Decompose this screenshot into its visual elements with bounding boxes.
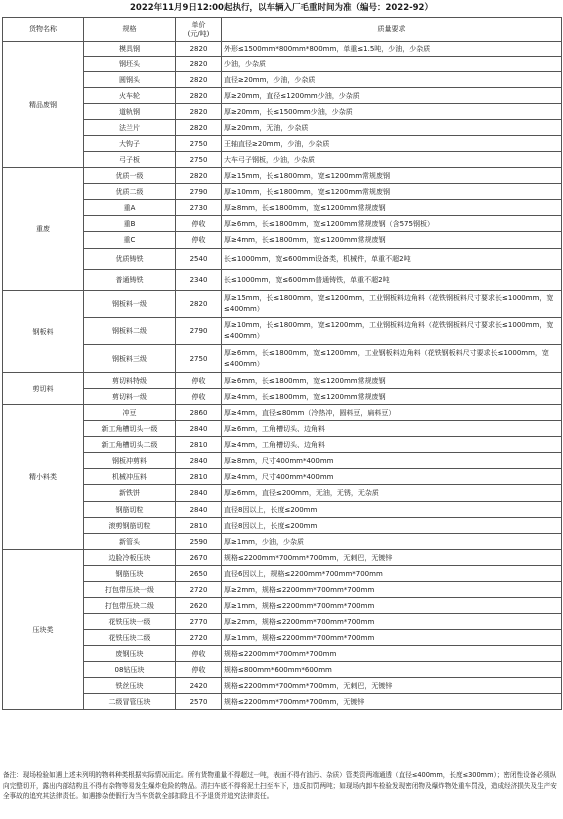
table-row xyxy=(3,389,562,405)
requirement-cell: 厚≥20mm，无油，少杂质 xyxy=(222,120,562,136)
category-cell: 精小料类 xyxy=(3,405,84,550)
header-requirement: 质量要求 xyxy=(222,18,562,42)
requirement-cell: 长≤1000mm，宽≤600mm设备类，机械件，单重不超2吨 xyxy=(222,249,562,270)
price-cell: 2540 xyxy=(176,249,222,270)
category-cell: 钢板料 xyxy=(3,291,84,373)
table-row xyxy=(3,550,562,566)
requirement-cell: 厚≥4mm，直径≤80mm（冷热冲，圆料豆，扁料豆） xyxy=(222,405,562,421)
spec-cell: 钢板冲剪料 xyxy=(84,453,176,469)
table-row xyxy=(3,42,562,57)
table-row xyxy=(3,678,562,694)
requirement-cell: 厚≥6mm，长≤1800mm，宽≤1200mm常规废钢 xyxy=(222,373,562,389)
header-category: 货物名称 xyxy=(3,18,84,42)
requirement-cell: 厚≥4mm，尺寸400mm*400mm xyxy=(222,469,562,485)
price-cell: 停收 xyxy=(176,373,222,389)
requirement-cell: 厚≥1mm，规格≤2200mm*700mm*700mm xyxy=(222,598,562,614)
table-row xyxy=(3,270,562,291)
spec-cell: 重A xyxy=(84,200,176,216)
requirement-cell: 直径≥20mm，少油，少杂质 xyxy=(222,72,562,88)
spec-cell: 剪切料一级 xyxy=(84,389,176,405)
table-row xyxy=(3,646,562,662)
price-cell: 2750 xyxy=(176,152,222,168)
requirement-cell: 直径6因以上，规格≤2200mm*700mm*700mm xyxy=(222,566,562,582)
price-cell: 2810 xyxy=(176,469,222,485)
spec-cell: 普通铸铁 xyxy=(84,270,176,291)
price-cell: 2750 xyxy=(176,345,222,373)
requirement-cell: 规格≤2200mm*700mm*700mm，无镀锌 xyxy=(222,694,562,710)
requirement-cell: 厚≥6mm，长≤1800mm，宽≤1200mm，工业钢板料边角料（花铁钢板料尺寸要求长≤1000mm，宽≤400mm） xyxy=(222,345,562,373)
spec-cell: 新工角槽切头二级 xyxy=(84,437,176,453)
spec-cell: 花铁压块一级 xyxy=(84,614,176,630)
table-row xyxy=(3,582,562,598)
table-row xyxy=(3,291,562,318)
spec-cell: 优质铸铁 xyxy=(84,249,176,270)
spec-cell: 优质二级 xyxy=(84,184,176,200)
spec-cell: 法兰片 xyxy=(84,120,176,136)
spec-cell: 钢板料一级 xyxy=(84,291,176,318)
price-cell: 2820 xyxy=(176,57,222,72)
spec-cell: 优质一级 xyxy=(84,168,176,184)
price-cell: 2790 xyxy=(176,318,222,345)
price-cell: 2770 xyxy=(176,614,222,630)
header-price xyxy=(176,18,222,42)
price-table xyxy=(2,17,562,710)
table-row xyxy=(3,662,562,678)
requirement-cell: 厚≥6mm，直径≤200mm，无油，无锈，无杂质 xyxy=(222,485,562,502)
table-row xyxy=(3,216,562,232)
spec-cell: 08钻压块 xyxy=(84,662,176,678)
table-row xyxy=(3,152,562,168)
header-spec: 规格 xyxy=(84,18,176,42)
spec-cell: 钢板料三级 xyxy=(84,345,176,373)
spec-cell: 打包带压块二级 xyxy=(84,598,176,614)
table-row xyxy=(3,57,562,72)
requirement-cell: 直径8因以上，长度≤200mm xyxy=(222,502,562,518)
spec-cell: 钢筋压块 xyxy=(84,566,176,582)
spec-cell: 大钩子 xyxy=(84,136,176,152)
price-cell: 2670 xyxy=(176,550,222,566)
requirement-cell: 规格≤800mm*600mm*600mm xyxy=(222,662,562,678)
spec-cell: 打包带压块一级 xyxy=(84,582,176,598)
spec-cell: 钢坯头 xyxy=(84,57,176,72)
spec-cell: 新管头 xyxy=(84,534,176,550)
spec-cell: 弓子板 xyxy=(84,152,176,168)
table-row xyxy=(3,232,562,249)
price-cell: 2340 xyxy=(176,270,222,291)
table-row xyxy=(3,694,562,710)
category-cell: 压块类 xyxy=(3,550,84,710)
table-row xyxy=(3,88,562,104)
price-cell: 2840 xyxy=(176,453,222,469)
price-cell: 2820 xyxy=(176,104,222,120)
requirement-cell: 厚≥8mm，尺寸400mm*400mm xyxy=(222,453,562,469)
table-row xyxy=(3,469,562,485)
price-cell: 2860 xyxy=(176,405,222,421)
price-cell: 2840 xyxy=(176,485,222,502)
spec-cell: 二级冒管压块 xyxy=(84,694,176,710)
spec-cell: 新工角槽切头一级 xyxy=(84,421,176,437)
requirement-cell: 厚≥8mm，长≤1800mm，宽≤1200mm常规废钢 xyxy=(222,200,562,216)
price-cell: 2820 xyxy=(176,72,222,88)
requirement-cell: 厚≥6mm，长≤1800mm，宽≤1200mm常规废钢（含575钢板） xyxy=(222,216,562,232)
spec-cell: 道轨钢 xyxy=(84,104,176,120)
requirement-cell: 厚≥1mm，规格≤2200mm*700mm*700mm xyxy=(222,630,562,646)
table-row xyxy=(3,136,562,152)
table-row xyxy=(3,518,562,534)
requirement-cell: 厚≥10mm，长≤1800mm，宽≤1200mm，工业钢板料边角料（花铁钢板料尺寸要求长≤1000mm，宽≤400mm） xyxy=(222,318,562,345)
price-cell: 2810 xyxy=(176,437,222,453)
spec-cell: 铁丝压块 xyxy=(84,678,176,694)
price-cell: 2570 xyxy=(176,694,222,710)
requirement-cell: 厚≥4mm，长≤1800mm，宽≤1200mm常规废钢 xyxy=(222,232,562,249)
page-title: 2022年11月9日12:00起执行，以车辆入厂毛重时间为准（编号：2022-92） xyxy=(130,3,433,13)
table-row xyxy=(3,405,562,421)
spec-cell: 废钢压块 xyxy=(84,646,176,662)
price-cell: 停收 xyxy=(176,662,222,678)
spec-cell: 花铁压块二级 xyxy=(84,630,176,646)
price-cell: 2820 xyxy=(176,42,222,57)
spec-cell: 滚剪钢筋切粒 xyxy=(84,518,176,534)
table-row xyxy=(3,345,562,373)
table-row xyxy=(3,104,562,120)
table-row xyxy=(3,566,562,582)
spec-cell: 模具钢 xyxy=(84,42,176,57)
table-row xyxy=(3,249,562,270)
table-row xyxy=(3,184,562,200)
table-row xyxy=(3,318,562,345)
spec-cell: 冲豆 xyxy=(84,405,176,421)
category-cell: 剪切料 xyxy=(3,373,84,405)
requirement-cell: 少油，少杂质 xyxy=(222,57,562,72)
spec-cell: 钢筋切粒 xyxy=(84,502,176,518)
price-cell: 停收 xyxy=(176,646,222,662)
requirement-cell: 厚≥6mm，工角槽切头、边角料 xyxy=(222,421,562,437)
price-cell: 2420 xyxy=(176,678,222,694)
requirement-cell: 厚≥4mm，长≤1800mm，宽≤1200mm常规废钢 xyxy=(222,389,562,405)
requirement-cell: 厚≥20mm，直径≤1200mm少油，少杂质 xyxy=(222,88,562,104)
spec-cell: 边脸冷板压块 xyxy=(84,550,176,566)
requirement-cell: 厚≥4mm，工角槽切头、边角料 xyxy=(222,437,562,453)
table-row xyxy=(3,598,562,614)
table-row xyxy=(3,437,562,453)
table-row xyxy=(3,72,562,88)
requirement-cell: 规格≤2200mm*700mm*700mm xyxy=(222,646,562,662)
price-cell: 2810 xyxy=(176,518,222,534)
spec-cell: 剪切料特级 xyxy=(84,373,176,389)
header-price-line2: (元/吨) xyxy=(187,29,210,38)
price-cell: 2730 xyxy=(176,200,222,216)
price-cell: 2820 xyxy=(176,88,222,104)
spec-cell: 重C xyxy=(84,232,176,249)
table-row xyxy=(3,614,562,630)
price-cell: 2840 xyxy=(176,502,222,518)
spec-cell: 重B xyxy=(84,216,176,232)
price-cell: 2650 xyxy=(176,566,222,582)
requirement-cell: 厚≥20mm，长≤1500mm少油，少杂质 xyxy=(222,104,562,120)
requirement-cell: 长≤1000mm，宽≤600mm普通铸铁，单重不超2吨 xyxy=(222,270,562,291)
requirement-cell: 规格≤2200mm*700mm*700mm，无刺巴，无镀锌 xyxy=(222,550,562,566)
table-row xyxy=(3,120,562,136)
requirement-cell: 厚≥1mm，少油，少杂质 xyxy=(222,534,562,550)
price-cell: 2590 xyxy=(176,534,222,550)
price-cell: 2750 xyxy=(176,136,222,152)
requirement-cell: 厚≥2mm，规格≤2200mm*700mm*700mm xyxy=(222,614,562,630)
requirement-cell: 厚≥15mm，长≤1800mm，宽≤1200mm常规废钢 xyxy=(222,168,562,184)
category-cell: 重废 xyxy=(3,168,84,291)
spec-cell: 新铁饼 xyxy=(84,485,176,502)
table-row xyxy=(3,534,562,550)
category-cell: 精品废钢 xyxy=(3,42,84,168)
requirement-cell: 大车弓子钢板，少油，少杂质 xyxy=(222,152,562,168)
requirement-cell: 规格≤2200mm*700mm*700mm，无刺巴，无镀锌 xyxy=(222,678,562,694)
table-row xyxy=(3,485,562,502)
price-cell: 2720 xyxy=(176,630,222,646)
table-row xyxy=(3,630,562,646)
table-row xyxy=(3,453,562,469)
requirement-cell: 厚≥2mm，规格≤2200mm*700mm*700mm xyxy=(222,582,562,598)
table-row xyxy=(3,200,562,216)
requirement-cell: 厚≥15mm，长≤1800mm，宽≤1200mm，工业钢板料边角料（花铁钢板料尺寸要求长≤1000mm，宽≤400mm） xyxy=(222,291,562,318)
price-cell: 2820 xyxy=(176,168,222,184)
remark-note: 备注：现场检验如遇上述未列明的物料种类根据实际情况而定。所有货物重量不得超过一吨，表面不得有油污、杂质）管类资两端通透（直径≤400mm，长度≤300mm）；密闭性设备必须纵向完整切开，露出内部结构且不得有杂物等易发生爆炸危险的物品。清扫车底不得将泥土扫至车下，违反扣罚两吨；如现场内卸车检验发现密闭物及爆炸物处重车罚没，造成经济损失及生产安全事故的追究其法律责任。如遇掺杂使假行为当车货款全部扣除且不予退货并追究法律责任。 xyxy=(3,771,557,800)
table-row xyxy=(3,421,562,437)
price-cell: 2820 xyxy=(176,291,222,318)
price-cell: 2840 xyxy=(176,421,222,437)
spec-cell: 钢板料二级 xyxy=(84,318,176,345)
spec-cell: 圆钢头 xyxy=(84,72,176,88)
price-cell: 2720 xyxy=(176,582,222,598)
price-cell: 2790 xyxy=(176,184,222,200)
price-cell: 停收 xyxy=(176,389,222,405)
price-cell: 2820 xyxy=(176,120,222,136)
price-cell: 停收 xyxy=(176,216,222,232)
table-row xyxy=(3,373,562,389)
requirement-cell: 直径8因以上，长度≤200mm xyxy=(222,518,562,534)
spec-cell: 机械冲压料 xyxy=(84,469,176,485)
spec-cell: 火车轮 xyxy=(84,88,176,104)
table-row xyxy=(3,168,562,184)
header-price-line1: 单价 xyxy=(191,20,206,29)
price-cell: 2620 xyxy=(176,598,222,614)
requirement-cell: 王轴直径≥20mm，少油，少杂质 xyxy=(222,136,562,152)
requirement-cell: 厚≥10mm，长≤1800mm，宽≤1200mm常规废钢 xyxy=(222,184,562,200)
table-row xyxy=(3,502,562,518)
requirement-cell: 外形≤1500mm*800mm*800mm，单重≤1.5吨，少油，少杂质 xyxy=(222,42,562,57)
header-row xyxy=(3,18,562,42)
price-cell: 停收 xyxy=(176,232,222,249)
